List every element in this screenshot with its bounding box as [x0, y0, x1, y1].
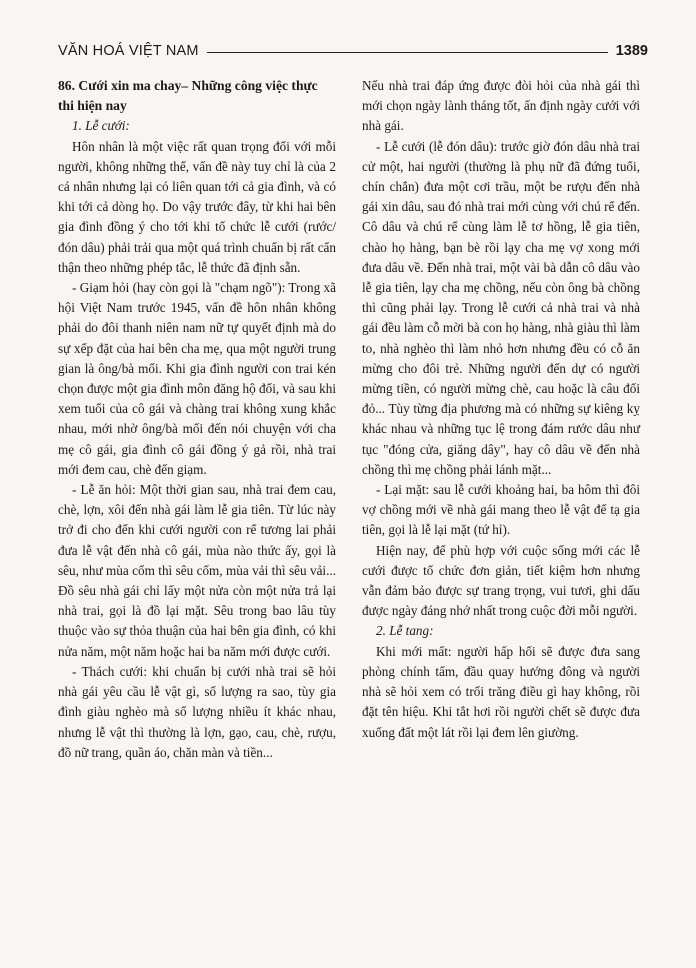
running-title: VĂN HOÁ VIỆT NAM — [58, 43, 199, 59]
paragraph-an-hoi: - Lễ ăn hỏi: Một thời gian sau, nhà trai đem cau, chè, lợn, xôi đến nhà gái làm lễ gia tiên. Từ lúc này trở đi cho đến khi cưới người con rể tương lai phải đưa lễ vật đến nhà cô gái, mùa nào thức ấy, gọi là sêu, như mùa cốm thì sêu cốm, mùa vải thì sêu vải... Đồ sêu nhà gái chỉ lấy một nửa còn một nửa trả lại nhà trai, gọi là đồ lại mặt. Sêu trong bao lâu tùy thuộc vào sự thỏa thuận của hai bên gia đình, có khi nửa năm, một năm hoặc hai ba năm mới được cưới. — [58, 482, 336, 659]
paragraph-intro: Hôn nhân là một việc rất quan trọng đối với mỗi người, không những thế, vấn đề này tuy chỉ là của 2 cá nhân nhưng lại có liên quan tới cả gia đình, và có khi tới cả dòng họ. Do vậy trước đây, từ khi hai bên gia đình đồng ý cho tới khi tổ chức lễ cưới (rước/đón dâu) phải trải qua một quá trình chuẩn bị rất cẩn thận theo những phép tắc, lễ thức đã định sẵn. — [58, 138, 336, 275]
paragraph-thach-cuoi: - Thách cưới: khi chuẩn bị cưới nhà trai sẽ hỏi nhà gái yêu cầu lễ vật gì, số lượng ra sao, tùy gia đình giàu nghèo mà số lượng nhiều ít khác nhau, nhưng lễ vật thì thường là lợn, gạo, cau, chè, rượu, đồ nữ trang, quần áo, chăn màn và tiền... — [58, 663, 336, 760]
subheading-funeral: 2. Lễ tang: — [376, 623, 434, 639]
paragraph-lai-mat: - Lại mặt: sau lễ cưới khoảng hai, ba hôm thì đôi vợ chồng mới về nhà gái mang theo lễ vật để tạ gia tiên, gọi là lễ lại mặt (tứ hỉ). — [362, 482, 640, 538]
paragraph-hien-nay: Hiện nay, để phù hợp với cuộc sống mới các lễ cưới được tổ chức đơn giản, tiết kiệm hơn nhưng vẫn đảm bảo được sự trang trọng, vui tươi, ghi dấu được ngày đáng nhớ nhất trong cuộc đời mỗi người. — [362, 542, 640, 619]
right-column — [362, 76, 640, 743]
header-rule — [207, 52, 608, 53]
subheading-wedding: 1. Lễ cưới: — [72, 118, 130, 134]
paragraph-giam-hoi: - Giạm hỏi (hay còn gọi là "chạm ngõ"): Trong xã hội Việt Nam trước 1945, vấn đề hôn nhân không phải do đôi thanh niên nam nữ tự quyết định mà do sự xếp đặt của hai bên cha mẹ, qua một người trung gian là ông/bà mối. Khi gia đình người con trai kén chọn được một gia đình môn đăng hộ đối, và sau khi xem tuổi của cô gái và chàng trai không xung khắc nhau, mới nhờ ông/bà mối đến nói chuyện với cha mẹ cô gái, gia đình cô gái đồng ý gả rồi, nhà trai mới đem cau, chè đến giạm. — [58, 280, 336, 477]
page-header — [58, 38, 648, 60]
paragraph-le-cuoi: - Lễ cưới (lễ đón dâu): trước giờ đón dâu nhà trai cử một, hai người (thường là phụ nữ đã đứng tuổi, chín chắn) đưa một cơi trầu, một be rượu đến nhà gái xin dâu, sau đó nhà trai mới cùng với chú rể đến. Cô dâu và chú rể cùng làm lễ tơ hồng, lễ gia tiên, chào họ hàng, bạn bè rồi lạy cha mẹ vợ xong mới đưa dâu về. Đến nhà trai, một vài bà dẫn cô dâu vào lễ gia tiên, lạy cha mẹ chồng, nếu còn ông bà chồng thì cũng phải lạy. Trong lễ cưới cả nhà trai và nhà gái đều làm cỗ mời bà con họ hàng, nhà giàu thì làm to, nhà nghèo thì làm nhỏ hơn nhưng đều có cỗ ăn mừng cho đôi trẻ. Những người đến dự có người mừng tiền, có người mừng chè, cau hoặc là câu đối đỏ... Tùy từng địa phương mà có những sự kiêng kỵ khác nhau và những tục lệ trong đám rước dâu như tục "đóng cửa, giăng dây", hay cô dâu về đến nhà chồng thì mẹ chồng phải lánh mặt... — [362, 138, 640, 477]
left-column — [58, 76, 336, 763]
paragraph-continuation: Nếu nhà trai đáp ứng được đòi hỏi của nhà gái thì mới chọn ngày lành tháng tốt, ấn định ngày cưới với nhà gái. — [362, 78, 640, 134]
paragraph-khi-moi-mat: Khi mới mất: người hấp hối sẽ được đưa sang phòng chính tẩm, đầu quay hướng đông và người nhà sẽ hỏi xem có trối trăng điều gì hay không, rồi đặt tên hiệu. Khi tắt hơi rồi người chết sẽ được đưa xuống đất một lát rồi lại đem lên giường. — [362, 643, 640, 740]
section-heading: 86. Cưới xin ma chay– Những công việc thực thi hiện nay — [58, 78, 318, 114]
page-number: 1389 — [615, 43, 648, 59]
